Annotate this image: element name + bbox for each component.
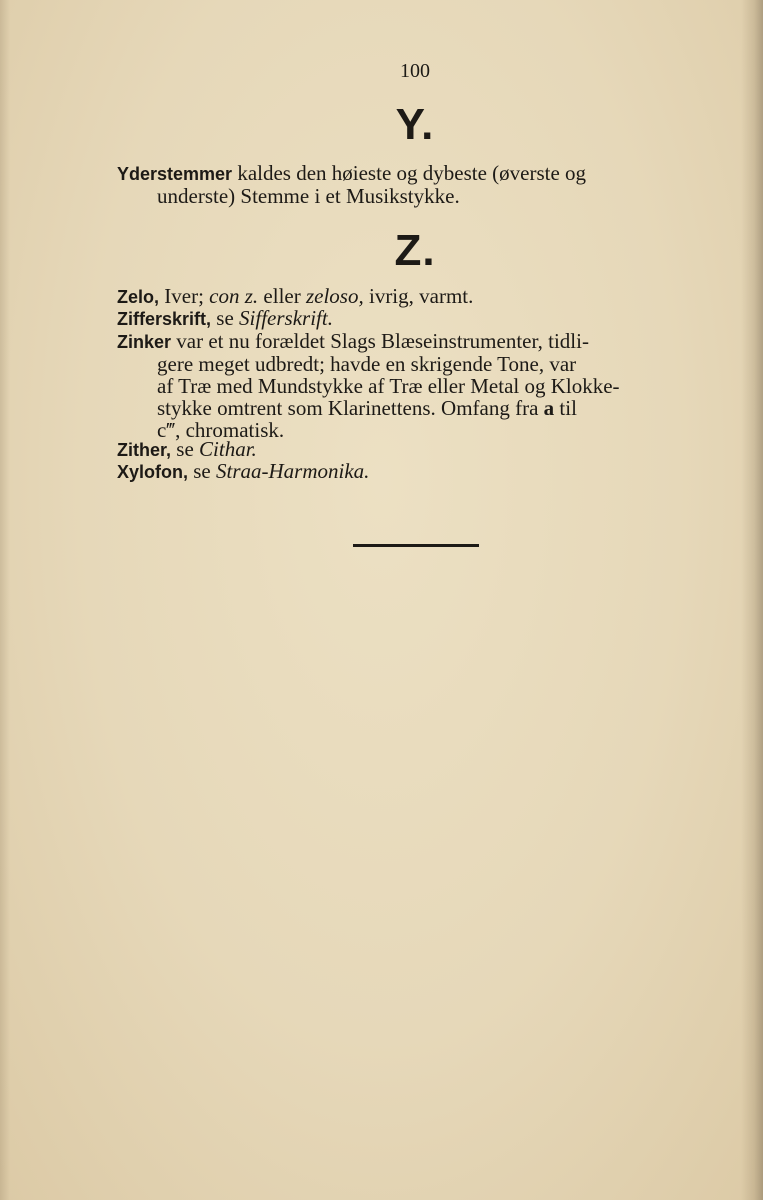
entry-text: Iver; [164, 284, 204, 308]
entry-text: se [176, 437, 194, 461]
entry-term: Zelo, [117, 287, 160, 307]
page-number: 100 [400, 60, 430, 82]
entry-yderstemmer [117, 162, 721, 207]
entry-italic-text: zeloso, [305, 284, 364, 308]
entry-term: Zither, [117, 440, 172, 460]
entry-text: var et nu forældet Slags Blæseinstrumenter, tidli- [176, 329, 589, 353]
entry-text: underste) Stemme i et Musikstykke. [157, 184, 460, 208]
entry-cross-reference: Sifferskrift. [239, 306, 333, 330]
entry-text: c‴, chromatisk. [157, 418, 285, 442]
end-of-text-rule [353, 544, 479, 547]
entry-text: kaldes den høieste og dybeste (øverste og [237, 161, 587, 185]
entry-cross-reference: Straa-Harmonika. [216, 459, 370, 483]
entry-cross-reference: Cithar. [199, 437, 257, 461]
entry-zinker [117, 330, 721, 441]
entry-text: gere meget udbredt; havde en skrigende Tone, var [157, 352, 577, 376]
page-edge-shadow-left [0, 0, 10, 1200]
entry-text: stykke omtrent som Klarinettens. Omfang fra [157, 396, 539, 420]
entry-term: Zifferskrift, [117, 309, 212, 329]
section-heading-z: Z. [394, 226, 436, 275]
entry-term: Xylofon, [117, 462, 188, 482]
page-edge-shadow-right [741, 0, 763, 1200]
entry-zither [117, 438, 721, 461]
entry-text: se [216, 306, 234, 330]
entry-term: Yderstemmer [117, 164, 233, 184]
entry-zifferskrift [117, 307, 721, 330]
entry-text: ivrig, varmt. [368, 284, 474, 308]
entry-text: til [559, 396, 577, 420]
entry-text: eller [263, 284, 301, 308]
entry-xylofon [117, 460, 721, 483]
entry-italic-text: con z. [209, 284, 259, 308]
entry-text: af Træ med Mundstykke af Træ eller Metal og Klokke- [157, 374, 620, 398]
section-heading-y: Y. [395, 100, 435, 149]
entry-zelo [117, 285, 721, 308]
entry-term: Zinker [117, 332, 172, 352]
entry-text: se [193, 459, 211, 483]
entry-bold-note: a [543, 396, 555, 420]
